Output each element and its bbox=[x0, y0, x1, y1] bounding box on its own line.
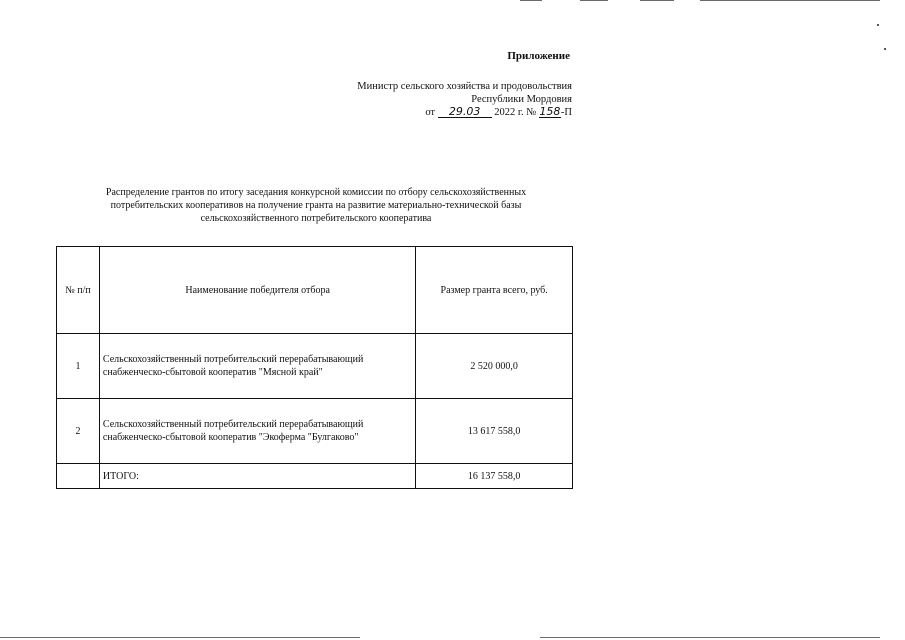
approval-line-2: Республики Мордовия bbox=[471, 94, 572, 105]
approval-line-1: Министр сельского хозяйства и продовольствия bbox=[357, 81, 572, 92]
approval-date-line bbox=[300, 106, 572, 119]
handwritten-number: 158 bbox=[539, 105, 561, 118]
grants-table bbox=[56, 246, 573, 489]
table-row bbox=[57, 334, 573, 399]
column-header-amount: Размер гранта всего, руб. bbox=[416, 247, 573, 334]
approval-block bbox=[300, 80, 572, 119]
column-header-number: № п/п bbox=[57, 247, 100, 334]
scan-artifact-line bbox=[580, 0, 608, 1]
winner-name bbox=[99, 334, 415, 399]
document-heading bbox=[60, 186, 572, 225]
winner-name bbox=[99, 399, 415, 464]
scan-artifact-line bbox=[640, 0, 674, 1]
grant-amount: 13 617 558,0 bbox=[416, 399, 573, 464]
scan-artifact-dot bbox=[884, 48, 886, 50]
row-number: 1 bbox=[57, 334, 100, 399]
total-row-number bbox=[57, 464, 100, 489]
scan-artifact-line bbox=[700, 0, 880, 1]
handwritten-date: 29.03 bbox=[438, 107, 492, 118]
scan-artifact-line bbox=[540, 637, 880, 638]
winner-name-line-2: снабженческо-сбытовой кооператив "Мясной край" bbox=[102, 367, 323, 378]
total-label: ИТОГО: bbox=[99, 464, 415, 489]
scan-artifact-dot bbox=[877, 24, 879, 26]
winner-name-line-1: Сельскохозяйственный потребительский перерабатывающий bbox=[102, 419, 364, 430]
winner-name-line-1: Сельскохозяйственный потребительский перерабатывающий bbox=[102, 354, 364, 365]
appendix-title: Приложение bbox=[507, 50, 570, 62]
table-row bbox=[57, 399, 573, 464]
table-total-row bbox=[57, 464, 573, 489]
column-header-name: Наименование победителя отбора bbox=[99, 247, 415, 334]
total-amount: 16 137 558,0 bbox=[416, 464, 573, 489]
approval-year-label: 2022 г. № bbox=[494, 107, 537, 118]
winner-name-line-2: снабженческо-сбытовой кооператив "Экоферма "Булгаково" bbox=[102, 432, 359, 443]
scan-artifact-line bbox=[520, 0, 542, 1]
heading-line-1: Распределение грантов по итогу заседания конкурсной комиссии по отбору сельскохозяйственных bbox=[105, 187, 527, 198]
table-header-row bbox=[57, 247, 573, 334]
grant-amount: 2 520 000,0 bbox=[416, 334, 573, 399]
heading-line-2: потребительских кооперативов на получение гранта на развитие материально-технической базы bbox=[110, 200, 522, 211]
approval-suffix: -П bbox=[560, 107, 572, 118]
heading-line-3: сельскохозяйственного потребительского кооператива bbox=[200, 213, 432, 224]
row-number: 2 bbox=[57, 399, 100, 464]
scan-artifact-line bbox=[0, 637, 360, 638]
approval-from-label: от bbox=[425, 107, 436, 118]
